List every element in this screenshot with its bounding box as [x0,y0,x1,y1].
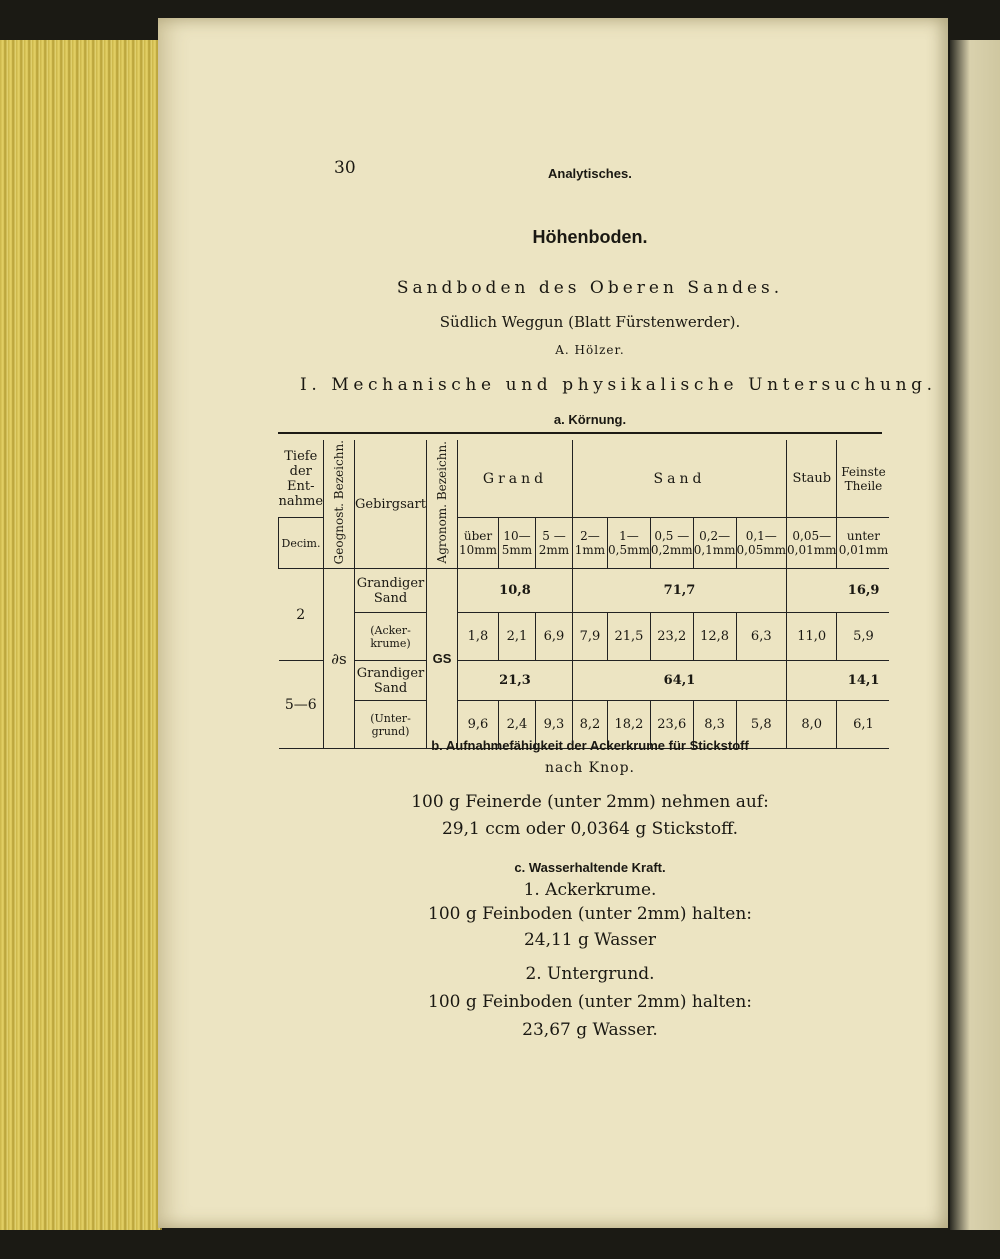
header-grand-col-1: über 10mm [458,518,499,569]
geognost-symbol: ∂s [324,569,355,749]
row2-value-9: 8,0 [787,701,837,749]
section-c-item-2: 2. Untergrund. [525,964,655,984]
section-I-heading: I. Mechanische und physikalische Untersuchung. [300,375,937,395]
header-sand-col-4: 0,2— 0,1mm [693,518,736,569]
row1-grand-total: 10,8 [458,569,573,613]
header-depth: Tiefe der Ent- nahme [279,440,324,518]
row1-fine-total: 16,9 [787,569,890,613]
table-row [279,569,890,613]
row1-value-5: 21,5 [608,613,651,661]
row1-value-8: 6,3 [736,613,786,661]
header-depth-unit: Decim. [279,518,324,569]
header-geognost: Geognost. Bezeichn. [324,440,355,569]
header-sand-col-3: 0,5 — 0,2mm [650,518,693,569]
agronom-symbol: GS [427,569,458,749]
row2-value-10: 6,1 [837,701,890,749]
header-staub-col: 0,05— 0,01mm [787,518,837,569]
row2-value-3: 9,3 [536,701,573,749]
row2-value-1: 9,6 [458,701,499,749]
section-a-heading: a. Körnung. [553,412,627,427]
row2-value-5: 18,2 [608,701,651,749]
book-page-edges [0,40,162,1230]
page-title: Höhenboden. [532,227,648,247]
section-c-heading: c. Wasserhaltende Kraft. [514,860,666,875]
row1-value-3: 6,9 [536,613,573,661]
section-c-item-1: 1. Ackerkrume. [523,880,657,900]
row2-value-6: 23,6 [650,701,693,749]
author-line: A. Hölzer. [555,343,625,357]
table-row [279,661,890,701]
section-c-item-1-line: 100 g Feinboden (unter 2mm) halten: [428,904,752,924]
row1-depth: 2 [279,569,324,661]
facing-page-edge [950,40,1000,1230]
section-b-line-2: 29,1 ccm oder 0,0364 g Stickstoff. [441,819,739,839]
header-sand-col-5: 0,1— 0,05mm [736,518,786,569]
row1-value-1: 1,8 [458,613,499,661]
row2-value-2: 2,4 [499,701,536,749]
header-sand-col-1: 2— 1mm [573,518,608,569]
section-c-item-1-value: 24,11 g Wasser [523,930,657,950]
header-gebirgsart: Gebirgsart [355,440,427,569]
section-b-heading: b. Aufnahmefähigkeit der Ackerkrume für Stickstoff [431,738,749,753]
header-sand: Sand [573,440,787,518]
grain-size-table [278,440,889,749]
header-agronom: Agronom. Bezeichn. [427,440,458,569]
row2-value-4: 8,2 [573,701,608,749]
section-c-item-2-line: 100 g Feinboden (unter 2mm) halten: [428,992,752,1012]
row2-fine-total: 14,1 [787,661,890,701]
section-b-line-1: 100 g Feinerde (unter 2mm) nehmen auf: [411,792,769,812]
row1-value-2: 2,1 [499,613,536,661]
header-grand-col-3: 5 — 2mm [536,518,573,569]
header-sand-col-2: 1— 0,5mm [608,518,651,569]
row1-value-7: 12,8 [693,613,736,661]
row1-sand-total: 71,7 [573,569,787,613]
row1-note: (Acker- krume) [355,613,427,661]
row1-value-6: 23,2 [650,613,693,661]
row1-value-4: 7,9 [573,613,608,661]
row1-value-10: 5,9 [837,613,890,661]
row2-depth: 5—6 [279,661,324,749]
row2-grand-total: 21,3 [458,661,573,701]
row2-gebirgsart: Grandiger Sand [355,661,427,701]
section-c-item-2-value: 23,67 g Wasser. [522,1020,658,1040]
header-staub: Staub [787,440,837,518]
row2-sand-total: 64,1 [573,661,787,701]
row2-value-8: 5,8 [736,701,786,749]
row2-note: (Unter- grund) [355,701,427,749]
row2-value-7: 8,3 [693,701,736,749]
row1-gebirgsart: Grandiger Sand [355,569,427,613]
header-feinste: Feinste Theile [837,440,890,518]
subtitle: Sandboden des Oberen Sandes. [396,278,784,298]
table-row [279,613,890,661]
running-title: Analytisches. [548,166,632,181]
table-top-rule [278,432,882,434]
header-grand-col-2: 10— 5mm [499,518,536,569]
row1-value-9: 11,0 [787,613,837,661]
section-b-method: nach Knop. [545,760,635,776]
header-grand: Grand [458,440,573,518]
page-number: 30 [334,158,356,178]
location-line: Südlich Weggun (Blatt Fürstenwerder). [439,313,741,331]
header-feinste-col: unter 0,01mm [837,518,890,569]
